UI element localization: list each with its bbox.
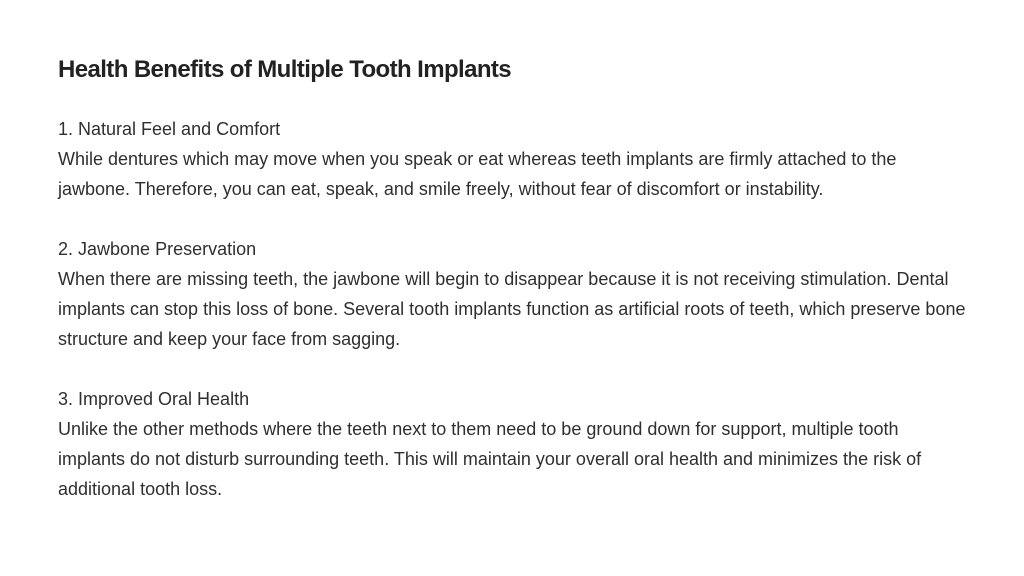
section-text: Unlike the other methods where the teeth next to them need to be ground down for support, multiple tooth implants do not disturb surrounding teeth. This will maintain your overall oral health and minimizes the risk of additional tooth loss.: [58, 419, 922, 499]
content-body: [58, 114, 966, 504]
section-heading: 3. Improved Oral Health: [58, 389, 250, 409]
section-heading: 1. Natural Feel and Comfort: [58, 119, 281, 139]
benefit-section-natural-feel: [58, 114, 966, 204]
benefit-section-jawbone-preservation: [58, 234, 966, 354]
page-title: Health Benefits of Multiple Tooth Implants: [58, 56, 512, 83]
section-text: When there are missing teeth, the jawbone will begin to disappear because it is not receiving stimulation. Dental implants can stop this loss of bone. Several tooth implants function as artificial roots of teeth, which preserve bone structure and keep your face from sagging.: [58, 269, 966, 349]
benefit-section-oral-health: [58, 384, 966, 504]
section-text: While dentures which may move when you speak or eat whereas teeth implants are firmly attached to the jawbone. Therefore, you can eat, speak, and smile freely, without fear of discomfort or instability.: [58, 149, 897, 199]
section-heading: 2. Jawbone Preservation: [58, 239, 257, 259]
